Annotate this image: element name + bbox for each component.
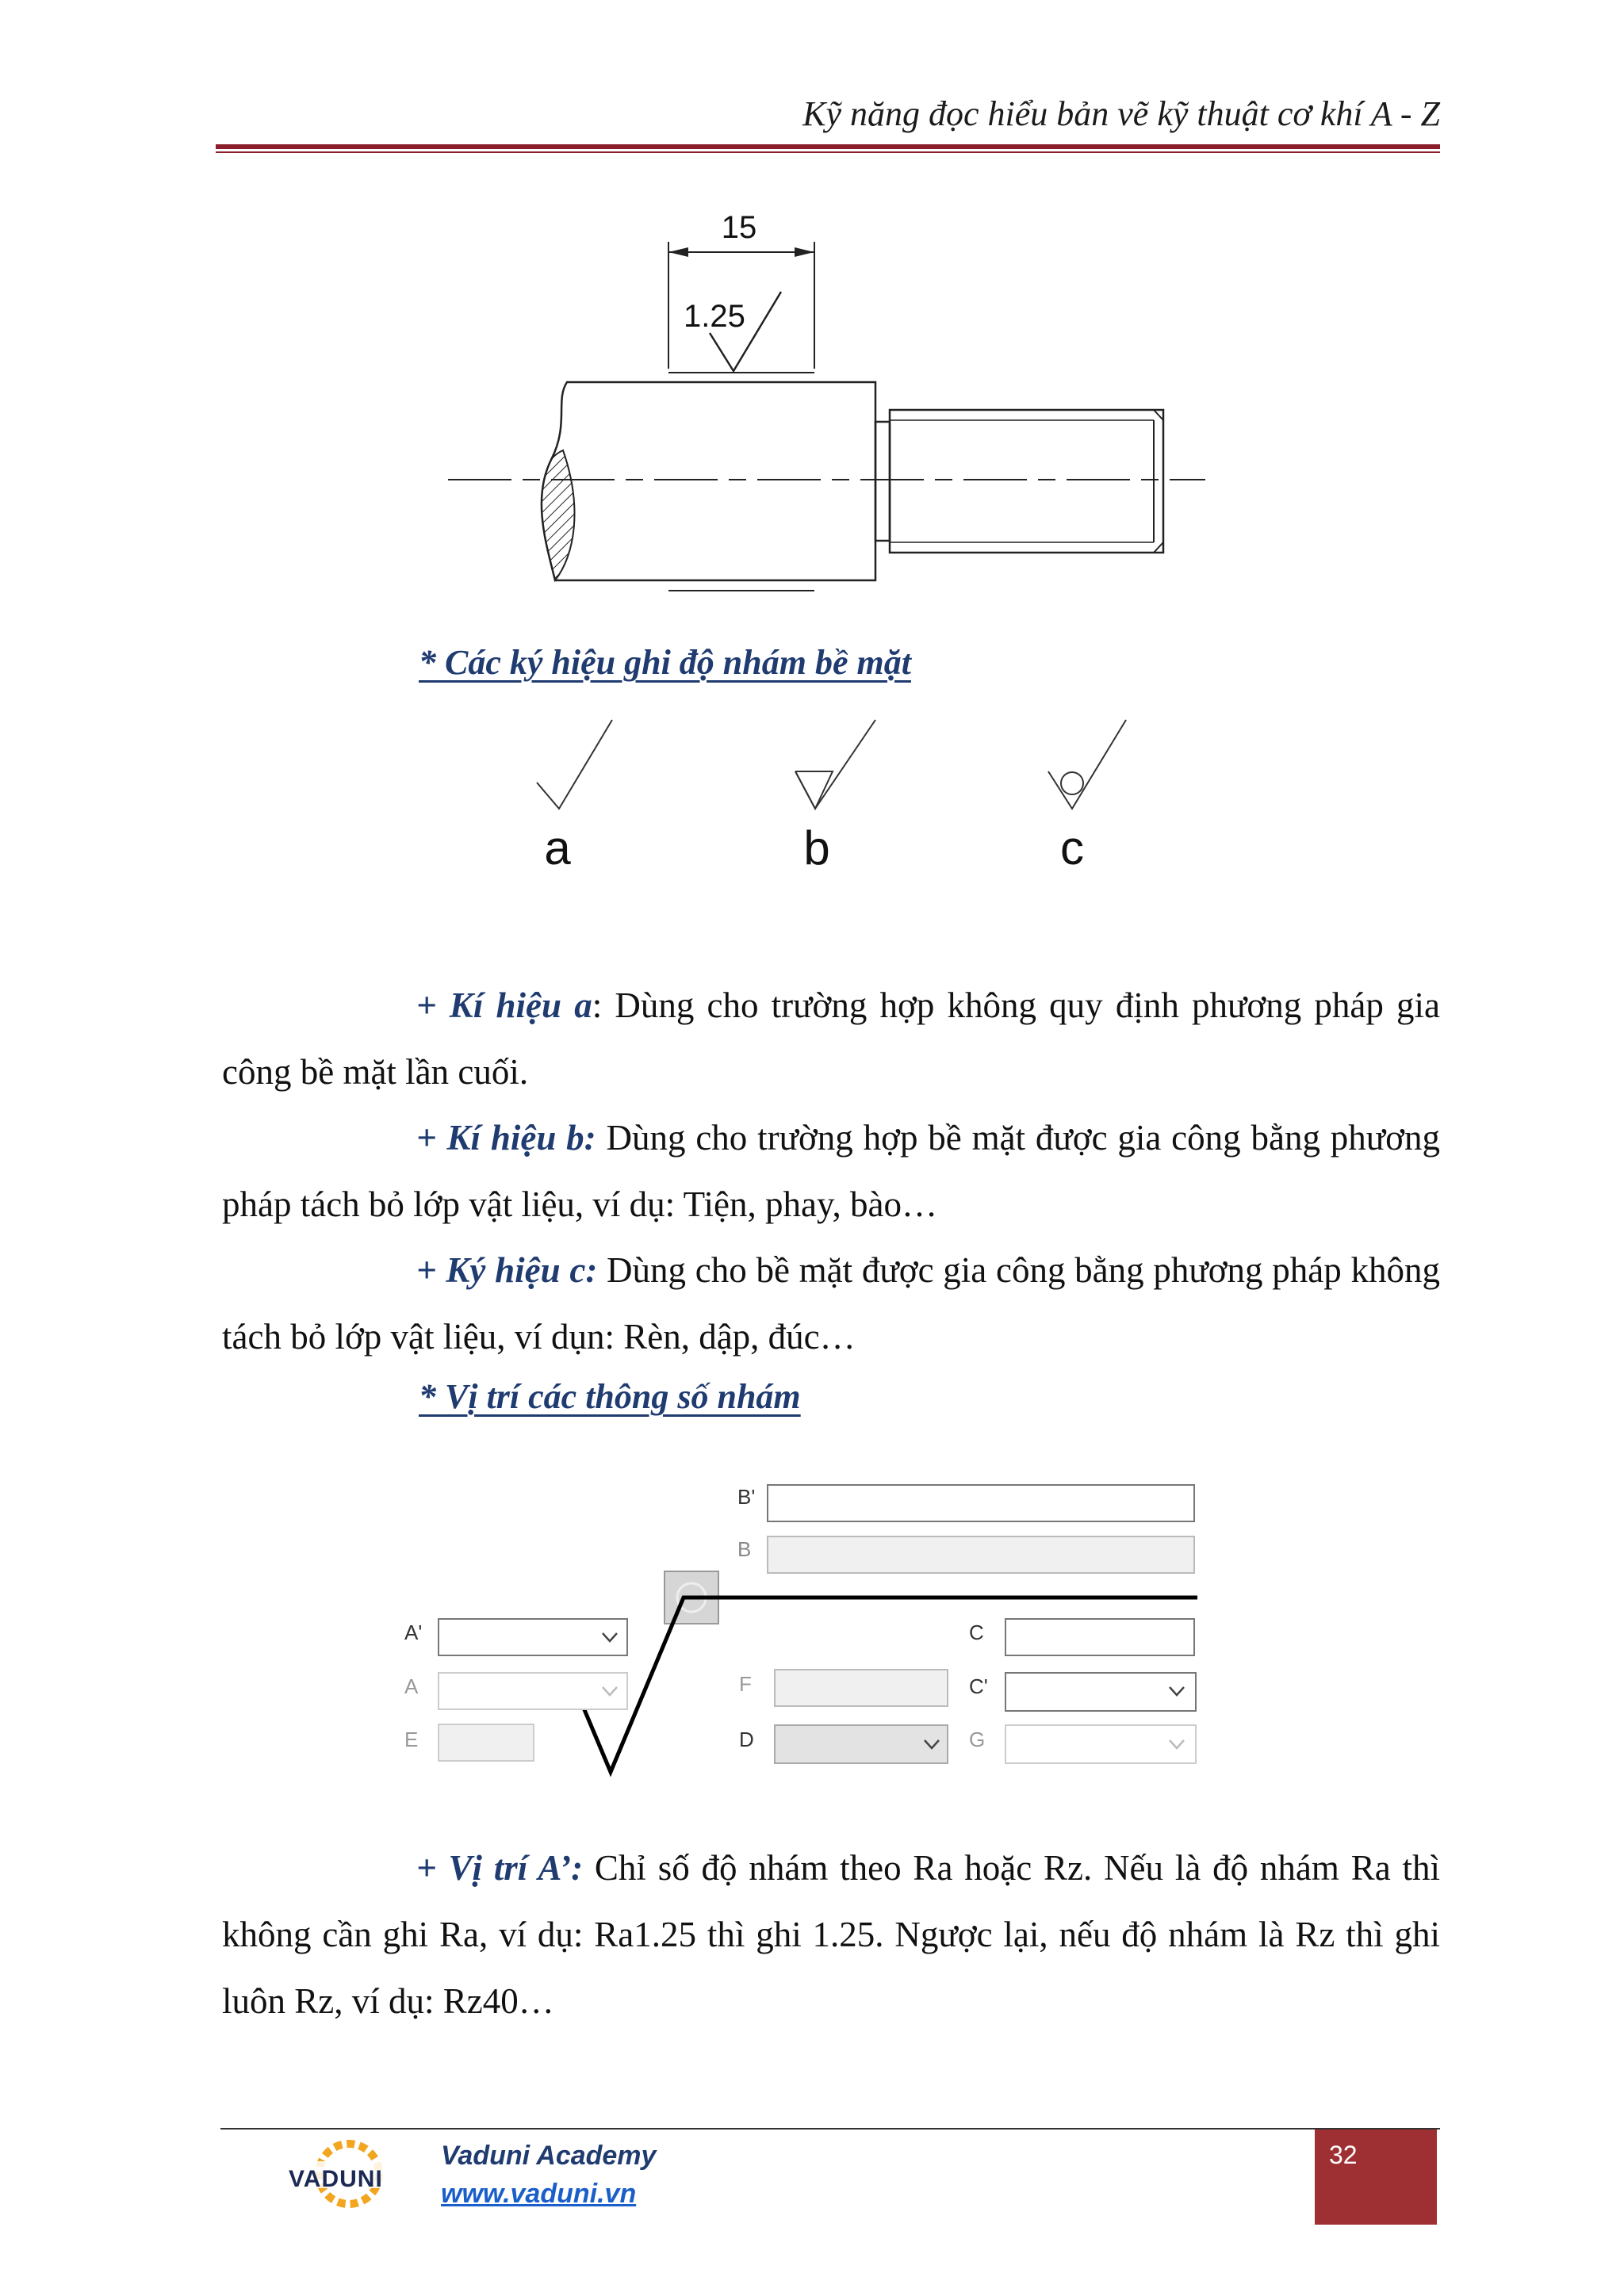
symbol-c-icon	[1048, 720, 1126, 809]
paragraph-symbol-b	[222, 1104, 1440, 1238]
roughness-value: 1.25	[684, 299, 745, 334]
chamfer-top	[1154, 410, 1163, 420]
select-g	[1005, 1725, 1196, 1763]
symbol-c-circle-icon	[1061, 772, 1083, 794]
paragraph-position-a-prime	[222, 1835, 1440, 2034]
label-b: B	[737, 1537, 752, 1561]
footer-rule	[220, 2128, 1440, 2130]
document-header-title: Kỹ năng đọc hiểu bản vẽ kỹ thuật cơ khí A - Z	[802, 94, 1440, 133]
field-b	[768, 1536, 1194, 1573]
label-d: D	[739, 1728, 754, 1751]
footer-website-link[interactable]: www.vaduni.vn	[441, 2179, 637, 2209]
roughness-params-figure	[0, 1459, 1624, 1792]
paragraph-label: + Vị trí A’:	[416, 1848, 584, 1888]
select-a-prime	[439, 1619, 627, 1655]
field-f	[775, 1670, 948, 1706]
thread-body	[890, 410, 1163, 553]
label-c: C	[969, 1621, 984, 1644]
paragraph-symbol-a	[222, 972, 1440, 1105]
roughness-symbols	[0, 698, 1624, 888]
label-c-prime: C'	[969, 1674, 988, 1698]
label-e: E	[404, 1728, 419, 1751]
logo-text: VADUNI	[289, 2166, 383, 2192]
dimension-arrow-left	[668, 247, 688, 257]
label-b-prime: B'	[737, 1485, 756, 1509]
field-b-prime	[768, 1485, 1194, 1521]
symbol-b-icon-leg	[795, 720, 875, 809]
label-g: G	[969, 1728, 986, 1751]
paragraph-label: + Ký hiệu c:	[416, 1250, 598, 1290]
section-heading-params: * Vị trí các thông số nhám	[419, 1377, 801, 1416]
paragraph-text: Dùng cho bề mặt được gia công bằng phương pháp không tách bỏ lớp vật liệu, ví dụn: Rèn, dập, đúc…	[222, 1250, 1440, 1357]
section-heading-symbols: * Các ký hiệu ghi độ nhám bề mặt	[419, 643, 911, 682]
label-f: F	[739, 1672, 752, 1696]
symbol-c-label: c	[1060, 821, 1084, 874]
dimension-value: 15	[721, 210, 757, 245]
vaduni-logo	[285, 2136, 412, 2212]
paragraph-text: Dùng cho trường hợp bề mặt được gia công bằng phương pháp tách bỏ lớp vật liệu, ví dụ: Tiện, phay, bào…	[222, 1118, 1440, 1224]
select-a	[439, 1673, 627, 1709]
footer-organization: Vaduni Academy	[441, 2141, 657, 2171]
chamfer-bottom	[1154, 542, 1163, 553]
paragraph-label: + Kí hiệu a	[416, 985, 592, 1025]
paragraph-label: + Kí hiệu b:	[416, 1118, 596, 1158]
select-c-prime	[1005, 1673, 1196, 1711]
paragraph-symbol-c	[222, 1237, 1440, 1370]
paragraph-text: : Dùng cho trường hợp không quy định phương pháp gia công bề mặt lần cuối.	[222, 985, 1440, 1092]
shaft-drawing	[0, 0, 1624, 634]
field-c	[1005, 1619, 1194, 1655]
field-e	[439, 1724, 534, 1761]
section-hatch	[542, 450, 575, 580]
label-a-prime: A'	[404, 1621, 423, 1644]
neck	[875, 422, 890, 541]
label-a: A	[404, 1674, 419, 1698]
select-d	[775, 1725, 948, 1763]
symbol-b-label: b	[803, 821, 830, 874]
paragraph-text: Chỉ số độ nhám theo Ra hoặc Rz. Nếu là độ nhám Ra thì không cần ghi Ra, ví dụ: Ra1.25 thì ghi 1.25. Ngược lại, nếu độ nhám là Rz thì ghi luôn Rz, ví dụ: Rz40…	[222, 1848, 1440, 2021]
dimension-arrow-right	[795, 247, 814, 257]
symbol-a-label: a	[544, 821, 571, 874]
shaft-body	[542, 382, 875, 580]
page-number-box	[1315, 2130, 1437, 2225]
page-number: 32	[1329, 2141, 1358, 2169]
symbol-a-icon	[537, 720, 612, 809]
